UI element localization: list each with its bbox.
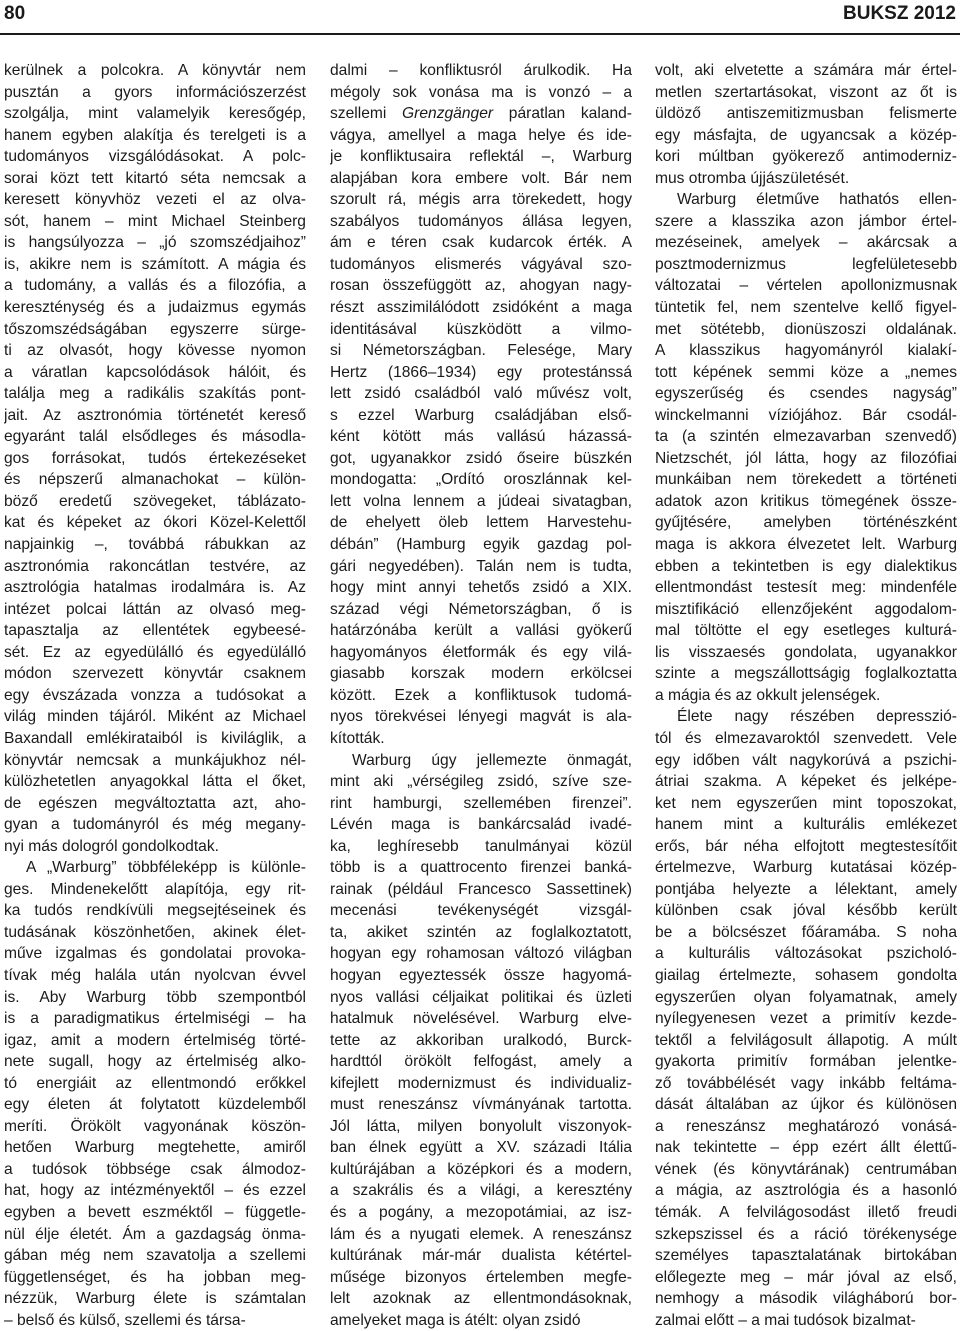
text-line: határzónába került a vallási gyökerű xyxy=(330,622,632,640)
text-line: munkáiban nem törekedett a történeti xyxy=(655,471,957,489)
text-line: ti az olvasót, hogy kövesse nyomon xyxy=(4,342,306,360)
text-line: világ minden tájáról. Miként az Michael xyxy=(4,708,306,726)
text-line: meríti. Örökölt vagyonának köszön- xyxy=(4,1117,306,1135)
text-line: tívak még halála után nyolcvan évvel xyxy=(4,966,306,984)
text-line: nete sugall, hogy az értelmiség alko- xyxy=(4,1053,306,1071)
text-line: kifejlett modernizmust és individualiz- xyxy=(330,1074,632,1092)
text-line: Warburg életművе hathatós ellen- xyxy=(677,191,957,209)
text-line: könyvtár nemcsak a munkájukhoz nél- xyxy=(4,751,306,769)
text-line: lis visszaesés gondolata, ugyanakkor xyxy=(655,643,957,661)
text-line: szere a klasszika azon jámbor értel- xyxy=(655,212,957,230)
text-line: több is a quattrocento firenzei banká- xyxy=(330,859,632,877)
text-line: dását általában az újkor és különösen xyxy=(655,1096,957,1114)
text-column-2 xyxy=(330,60,632,1331)
text-line: keresett könyvhöz vezeti el az olva- xyxy=(4,191,306,209)
text-line: tó energiáit az ellentmondó erőkkel xyxy=(4,1074,306,1092)
text-line: erős, bár néha elfojtott megtestesítőit xyxy=(655,837,957,855)
text-line: Baxandall emlékirataiból is kiviláglik, a xyxy=(4,729,306,747)
text-line: hetően Warburg megtehette, amiről xyxy=(4,1139,306,1157)
text-line: tőszomszédságában egyszerre sürge- xyxy=(4,320,306,338)
text-line: kori múltban gyökerező antimoderniz- xyxy=(655,148,957,166)
text-line: gyan a tudományról és még megany- xyxy=(4,816,306,834)
text-line: gyakorta primitív formában jelentke- xyxy=(655,1053,957,1071)
text-line: hanem egyben alakítja és terelgeti is a xyxy=(4,126,306,144)
text-line: külözhetetlen anyagokkal látta el őket, xyxy=(4,773,306,791)
text-line: nyi más dologról gondolkodtak. xyxy=(4,837,219,855)
text-line: s ezzel Warburg családjában első- xyxy=(330,406,632,424)
text-line: műsége bizonyos értelemben megfe- xyxy=(330,1268,632,1286)
text-line: témák. A felvilágosodást illető freudi xyxy=(655,1203,957,1221)
text-line: ka, leghíresebb tanulmányai közül xyxy=(330,837,632,855)
text-line: napjainkig –, továbbá rábukkan az xyxy=(4,536,306,554)
text-line: volt, aki elvetette a számára már értel- xyxy=(655,62,957,79)
text-line: üldöző antiszemitizmusban felismerte xyxy=(655,105,957,123)
text-line: lett volna lennem a júdeai sivatagban, xyxy=(330,492,632,510)
text-line: és népszerű almanachokat – külön- xyxy=(4,471,306,489)
text-line: a reneszánsz meghatározó vonásá- xyxy=(655,1117,957,1135)
text-line: ző továbbélését vagy inkább feltáma- xyxy=(655,1074,957,1092)
text-line: gos forrásokat, tudós értekezéseket xyxy=(4,449,306,467)
text-line: tapasztalja az ellentétek egybeesé- xyxy=(4,622,306,640)
text-line: tudásának köszönhetően, akinek élet- xyxy=(4,923,306,941)
text-line: ta, akiket szintén az foglalkoztatott, xyxy=(330,923,632,941)
text-line: különben csak jóval később került xyxy=(655,902,957,920)
text-line: ellentmondást testesít meg: mindenféle xyxy=(655,579,957,597)
text-line: egyszerűen olyan folyamatnak, amely xyxy=(655,988,957,1006)
text-line: be a bölcsészet főáramába. S noha xyxy=(655,923,957,941)
text-line: rainak (például Francesco Sassettinek) xyxy=(330,880,632,898)
text-line: hardttól örökölt felfogást, amely a xyxy=(330,1053,632,1071)
text-line: pusztán a gyors információszerzést xyxy=(4,83,306,101)
text-line: asztrológia hatalmas irodalmára is. Az xyxy=(4,579,306,597)
text-line: a szakrális és a világi, a keresztény xyxy=(330,1182,632,1200)
text-line: egyszerűség és csendes nagyság” xyxy=(655,385,957,403)
text-line: tudományos vizsgálódásokat. A polc- xyxy=(4,148,306,166)
text-line: lám és a nyugati elemek. A reneszánsz xyxy=(330,1225,632,1243)
text-line: kereszténység és a judaizmus egymás xyxy=(4,299,306,317)
text-line: ges. Mindenekelőtt alapítója, egy rit- xyxy=(4,880,306,898)
text-line: nyos vallási céljaikat politikai és üzleti xyxy=(330,988,632,1006)
text-line: nézzük, Warburg élete is számtalan xyxy=(4,1290,306,1308)
text-line: egy időben vált nagykorúvá a pszichi- xyxy=(655,751,957,769)
text-line: kat és képeket az ókori Közel-Kelettől xyxy=(4,514,306,532)
text-line: szinte a megszállottságig foglalkoztatta xyxy=(655,665,957,683)
text-line: de egészen megváltoztatta azt, aho- xyxy=(4,794,306,812)
text-line: mégoly sok vonása ma is vonzó – a xyxy=(330,83,632,101)
text-line: Warburg úgy jellemezte önmagát, xyxy=(352,751,632,769)
text-line: személyes tapasztalatának birtokában xyxy=(655,1247,957,1265)
page-number: 80 xyxy=(4,3,26,24)
header-rule xyxy=(0,33,960,35)
text-line: és a pogány, a mezopotámiai, az isz- xyxy=(330,1203,632,1221)
text-line: is, akikre nem is számított. A mágia és xyxy=(4,255,306,273)
text-line: met sötétebb, dionüszoszi oldalának. xyxy=(655,320,957,338)
text-line: maga is akkora élvezetet lelt. Warburg xyxy=(655,536,957,554)
text-line: posztmodernizmus legfelületesebb xyxy=(655,255,957,273)
text-line: a váratlan kapcsolódások hálóit, és xyxy=(4,363,306,381)
text-line: gári negyedében). Talán nem is tudta, xyxy=(330,557,632,575)
text-line: kultúrának már-már dualista kétértel- xyxy=(330,1247,632,1265)
text-line: módon szervezett könyvtár csaknem xyxy=(4,665,306,683)
page-header xyxy=(0,0,960,36)
text-line: ként kötött más vallású házassá- xyxy=(330,428,632,446)
text-line: szkepszissel és a ráció törékenysége xyxy=(655,1225,957,1243)
text-line: jait. Az asztronómia történetét kereső xyxy=(4,406,306,424)
text-line: de ehelyett öleb lettem Harvestehu- xyxy=(330,514,632,532)
text-line: is hangsúlyozza – „jó szomszédjaihoz” xyxy=(4,234,306,252)
text-line: identitásával küszködött a vilmo- xyxy=(330,320,632,338)
text-line: kultúrájában a középkori és a modern, xyxy=(330,1160,632,1178)
text-line: nemhogy a második világháború bor- xyxy=(655,1290,957,1308)
text-line: tott képének semmi köze a „nemes xyxy=(655,363,957,381)
text-line: szellemi Grenzgänger páratlan kaland- xyxy=(330,105,632,123)
text-line: változatai – vértelen apollonizmusnak xyxy=(655,277,957,295)
text-line: ket nem egyszerűen mint toposzokat, xyxy=(655,794,957,812)
text-line: sét. Ez az egyedülálló és egyedülálló xyxy=(4,643,306,661)
text-line: sorai közt tett kitartó séta nemcsak a xyxy=(4,169,306,187)
text-line: gában még nem szavatolja a szellemi xyxy=(4,1247,306,1265)
text-line: ban élnek együtt a XV. századi Itália xyxy=(330,1139,632,1157)
text-line: átriai szakma. A képeket és jelképe- xyxy=(655,773,957,791)
text-line: műve izgalmas és gondolatai provoka- xyxy=(4,945,306,963)
text-line: A „Warburg” többféleképp is különle- xyxy=(26,859,306,877)
text-line: részt asszimilálódott zsidóként a maga xyxy=(330,299,632,317)
text-line: függetlenséget, és ha jobban meg- xyxy=(4,1268,306,1286)
text-line: got, ugyanakkor zsidó őseire büszkén xyxy=(330,449,632,467)
text-line: mal töltötte el egy esetleges kulturá- xyxy=(655,622,957,640)
text-line: rint hamburgi, szellemében firenzei”. xyxy=(330,794,632,812)
text-line: misztifikáció ellenzőjeként aggodalom- xyxy=(655,600,957,618)
text-line: giailag értelmezte, sohasem gondolta xyxy=(655,966,957,984)
text-line: nyílegyenesen vezet a primitív kezde- xyxy=(655,1010,957,1028)
text-line: igaz, amit a modern értelmiség törté- xyxy=(4,1031,306,1049)
text-line: mezéseinek, amelyek – akárcsak a xyxy=(655,234,957,252)
text-line: tól és elmezavaroktól szenvedett. Vele xyxy=(655,729,957,747)
text-line: je konfliktusaira reflektál –, Warburg xyxy=(330,148,632,166)
text-line: intézet polcai láttán az olvasó meg- xyxy=(4,600,306,618)
text-line: gyűjtésére, amelyben történészként xyxy=(655,514,957,532)
text-line: a tudomány, a vallás és a filozófia, a xyxy=(4,277,306,295)
text-line: giasabb korszak modern erkölcsei xyxy=(330,665,632,683)
text-line: pontjába helyezte a lélektant, amely xyxy=(655,880,957,898)
text-line: vének (és könyvtárának) centrumában xyxy=(655,1160,957,1178)
text-line: a kulturális változásokat pszicholó- xyxy=(655,945,957,963)
text-line: szorult rá, mégis arra törekedett, hogy xyxy=(330,191,632,209)
text-line: egy életen át folytatott küzdelemből xyxy=(4,1096,306,1114)
text-line: egy másfajta, de ugyancsak a közép- xyxy=(655,126,957,144)
text-line: század végi Németországban, ő is xyxy=(330,600,632,618)
text-line: tudományos elismerés vágyával szo- xyxy=(330,255,632,273)
text-line: sót, hanem – mint Michael Steinberg xyxy=(4,212,306,230)
text-line: hagyományos életformák és egy vilá- xyxy=(330,643,632,661)
text-line: winckelmanni víziójához. Bár csodál- xyxy=(655,406,957,424)
text-line: kerülnek a polcokra. A könyvtár nem xyxy=(4,62,306,79)
text-line: egyaránt talál elsődleges és másodla- xyxy=(4,428,306,446)
text-line: hatalmuk növelésével. Warburg elve- xyxy=(330,1010,632,1028)
text-line: ta (a szintén elmezavarban szenvedő) xyxy=(655,428,957,446)
text-line: hogyan egy rohamosan változó világban xyxy=(330,945,632,963)
text-line: amelyeket maga is átélt: olyan zsidó xyxy=(330,1311,581,1329)
text-line: egyben a bevett eszméktől – függetle- xyxy=(4,1203,306,1221)
text-line: mus otromba újjászületését. xyxy=(655,169,850,187)
italic-term: Grenzgänger xyxy=(402,105,494,123)
text-column-1 xyxy=(4,60,306,1331)
journal-title: BUKSZ 2012 xyxy=(843,3,956,24)
text-line: találja meg a radikális szakítás pont- xyxy=(4,385,306,403)
text-line: böző eredetű szövegeket, táblázato- xyxy=(4,492,306,510)
text-line: Hertz (1866–1934) egy protestánssá xyxy=(330,363,632,381)
text-line: ám e téren csak kudarcok érték. A xyxy=(330,234,632,252)
text-line: tektől a felvilágosult állapotig. A múlt xyxy=(655,1031,957,1049)
text-line: vágya, amellyel a maga helye és ide- xyxy=(330,126,632,144)
text-line: metlen szertartásokat, viszont az őt is xyxy=(655,83,957,101)
text-line: hogyan egyeztessék össze hagyomá- xyxy=(330,966,632,984)
text-line: zalmai előtt – a mai tudósok bizalmat- xyxy=(655,1311,916,1329)
text-line: hogy mint annyi tehetős zsidó a XIX. xyxy=(330,579,632,597)
text-line: Jól látta, milyen bonyolult viszonyok- xyxy=(330,1117,632,1135)
text-line: mondogatta: „Ordító oroszlánnak kel- xyxy=(330,471,632,489)
text-line: között. Ezek a konfliktusok tudomá- xyxy=(330,686,632,704)
text-line: ebben a tekintetben is egy dialektikus xyxy=(655,557,957,575)
text-line: débán” (Hamburg egyik gazdag pol- xyxy=(330,536,632,554)
text-line: értelmezve, Warburg kutatásai közép- xyxy=(655,859,957,877)
text-line: must reneszánsz vívmányának tartotta. xyxy=(330,1096,632,1114)
text-line: is a paradigmatikus értelmiségi – ha xyxy=(4,1010,306,1028)
text-line: ka tudós rendkívüli megsejtéseinek és xyxy=(4,902,306,920)
text-line: szolgálja, mint valamelyik keresőgép, xyxy=(4,105,306,123)
text-line: lett zsidó családból való művész volt, xyxy=(330,385,632,403)
text-line: hanem mint a kulturális emlékezet xyxy=(655,816,957,834)
text-line: lelt azoknak az ellentmondásoknak, xyxy=(330,1290,632,1308)
text-line: – belső és külső, szellemi és társa- xyxy=(4,1311,246,1329)
text-line: is. Aby Warburg több szempontból xyxy=(4,988,306,1006)
text-line: asztronómia rakoncátlan testvére, az xyxy=(4,557,306,575)
text-line: mecenási tevékenységét vizsgál- xyxy=(330,902,632,920)
text-line: Lévén maga is bankárcsalád ivadé- xyxy=(330,816,632,834)
text-line: Nietzschét, jól látta, hogy az filozófiai xyxy=(655,449,957,467)
text-line: a mágia, az asztrológia és a hasonló xyxy=(655,1182,957,1200)
text-line: egy évszázada vonzza a tudósokat a xyxy=(4,686,306,704)
text-line: szabályos tudományos állása legyen, xyxy=(330,212,632,230)
text-line: nül élje életét. Ám a gazdagság önma- xyxy=(4,1225,306,1243)
text-line: hat, hogy az intézményektől – és ezzel xyxy=(4,1182,306,1200)
text-line: rosan összefüggött az, ahogyan nagy- xyxy=(330,277,632,295)
text-line: tette az akkoriban uralkodó, Burck- xyxy=(330,1031,632,1049)
text-line: alapjában kora embere volt. Bár nem xyxy=(330,169,632,187)
text-line: a tudósok többsége csak álmodoz- xyxy=(4,1160,306,1178)
text-line: A klasszikus hagyományról kialakí- xyxy=(655,342,957,360)
text-line: adatok azon kritikus tömegének össze- xyxy=(655,492,957,510)
text-column-3 xyxy=(655,60,957,1331)
text-line: mint aki „vérségileg zsidó, szíve sze- xyxy=(330,773,632,791)
text-line: si Németországban. Felesége, Mary xyxy=(330,342,632,360)
text-line: előlegezte meg – már jóval az első, xyxy=(655,1268,957,1286)
text-line: kították. xyxy=(330,729,385,747)
text-line: tüntetik fel, nem szentelve kellő figyel- xyxy=(655,299,957,317)
text-line: nak tekintette – épp ezért állt élettű- xyxy=(655,1139,957,1157)
text-line: a mágia és az okkult jelenségek. xyxy=(655,686,881,704)
text-line: dalmi – konfliktusról árulkodik. Ha xyxy=(330,62,632,79)
text-line: Élete nagy részében depresszió- xyxy=(677,708,957,726)
text-line: nyos törekvései lényegi magvát is ala- xyxy=(330,708,632,726)
